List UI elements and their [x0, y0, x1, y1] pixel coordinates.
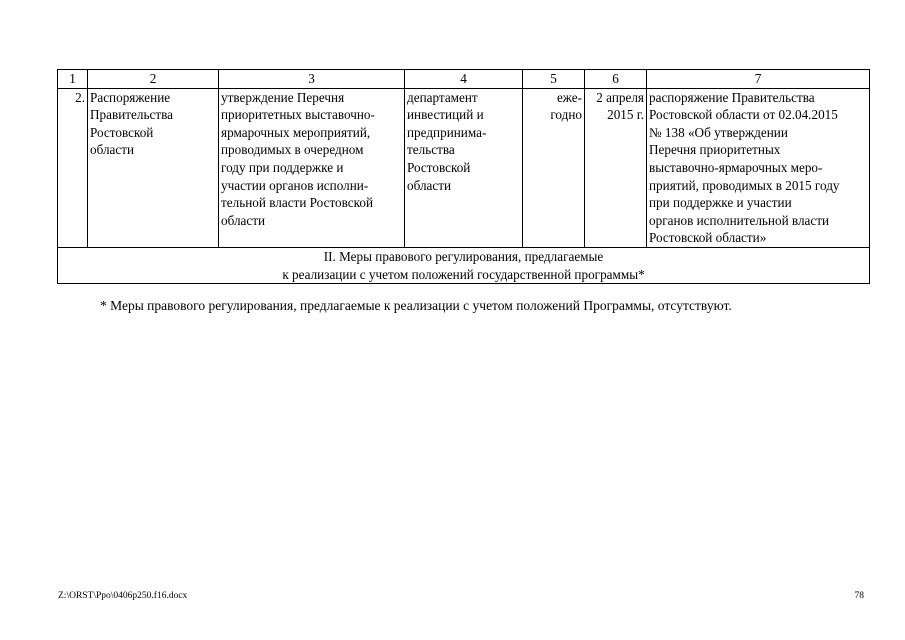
- planned-term-cell: еже- годно: [523, 88, 585, 247]
- responsible-executor-cell: департамент инвестиций и предпринима- тельства Ростовской области: [405, 88, 523, 247]
- page-number: 78: [854, 591, 864, 601]
- file-path: Z:\ORST\Ppo\0406p250.f16.docx: [58, 591, 188, 601]
- header-cell-1: 1: [58, 70, 88, 89]
- section-heading-row: [58, 247, 870, 283]
- main-provisions-cell: утверждение Перечня приоритетных выставочно- ярмарочных мероприятий, проводимых в очередном году при поддержке и участии органов исполни- тельной власти Ростовской области: [219, 88, 405, 247]
- document-type-cell: Распоряжение Правительства Ростовской области: [88, 88, 219, 247]
- measures-table: [57, 69, 870, 284]
- table-row: [58, 88, 870, 247]
- header-cell-2: 2: [88, 70, 219, 89]
- section-heading: II. Меры правового регулирования, предлагаемые к реализации с учетом положений государственной программы*: [58, 247, 870, 283]
- header-cell-7: 7: [647, 70, 870, 89]
- result-cell: распоряжение Правительства Ростовской области от 02.04.2015 № 138 «Об утверждении Перечня приоритетных выставочно-ярмарочных меро- приятий, проводимых в 2015 году при поддержке и участии органов исполнительной власти Ростовской области»: [647, 88, 870, 247]
- header-cell-5: 5: [523, 70, 585, 89]
- footnote: * Меры правового регулирования, предлагаемые к реализации с учетом положений Программы, отсутствуют.: [100, 298, 732, 313]
- actual-term-cell: 2 апреля 2015 г.: [585, 88, 647, 247]
- header-cell-4: 4: [405, 70, 523, 89]
- header-cell-3: 3: [219, 70, 405, 89]
- row-number: 2.: [58, 88, 88, 247]
- header-row: [58, 70, 870, 89]
- header-cell-6: 6: [585, 70, 647, 89]
